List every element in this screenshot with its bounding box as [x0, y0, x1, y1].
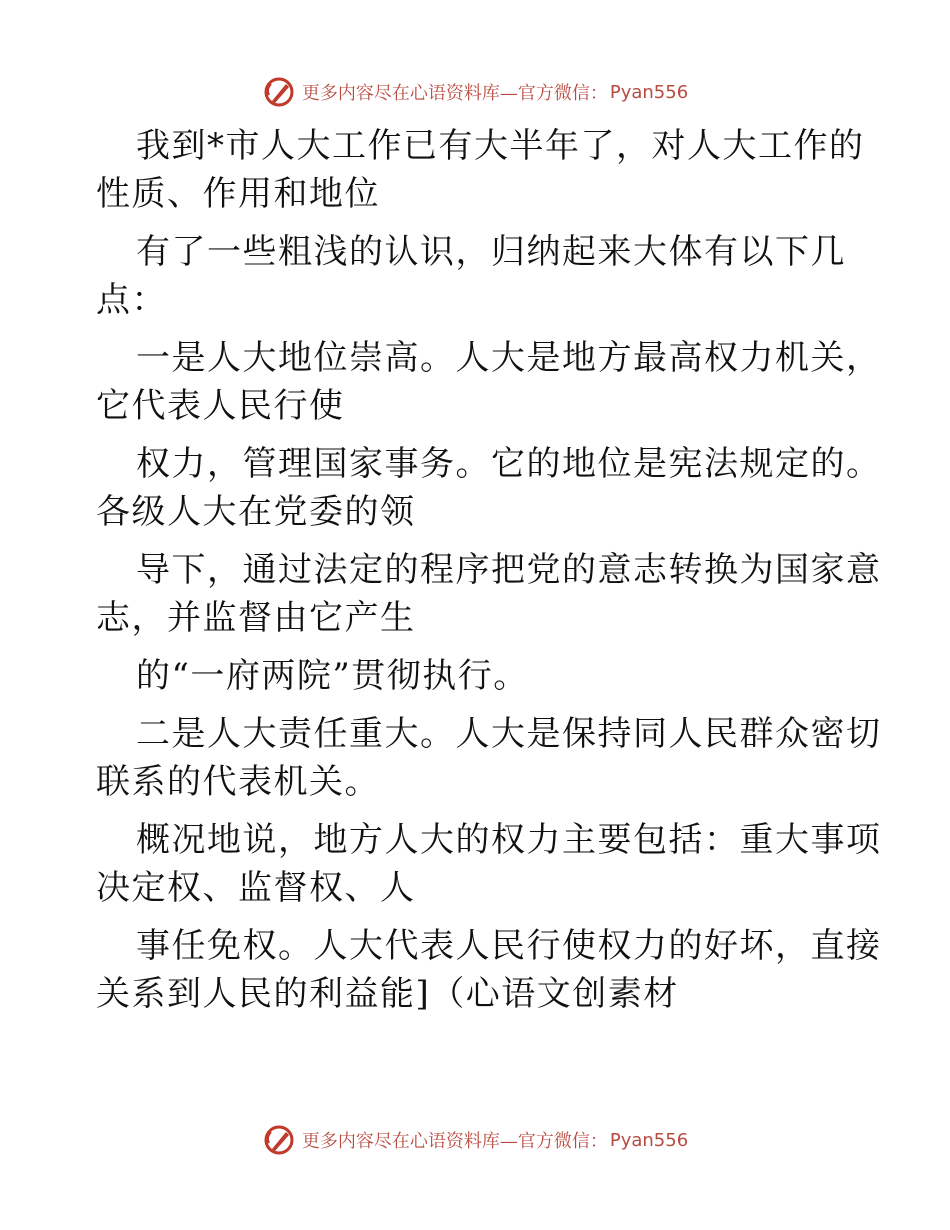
- text-line: 性质、作用和地位: [96, 174, 380, 214]
- document-body: [96, 122, 882, 1018]
- banner-text: 更多内容尽在心语资料库—官方微信：: [301, 83, 608, 104]
- text-line: 有了一些粗浅的认识，归纳起来大体有以下几: [136, 232, 846, 272]
- text-line: 概况地说，地方人大的权力主要包括：重大事项: [136, 820, 882, 860]
- text-line: 关系到人民的利益能]（心语文创素材: [96, 974, 679, 1014]
- text-line: 一是人大地位崇高。人大是地方最高权力机关，: [136, 338, 882, 378]
- wechat-id: Pyan556: [609, 1129, 689, 1151]
- text-line: 二是人大责任重大。人大是保持同人民群众密切: [136, 714, 882, 754]
- text-line: 各级人大在党委的领: [96, 492, 416, 532]
- text-line: 权力，管理国家事务。它的地位是宪法规定的。: [136, 444, 882, 484]
- text-line: 事任免权。人大代表人民行使权力的好坏，直接: [136, 926, 882, 966]
- text-line: 点：: [96, 280, 167, 320]
- text-line: 导下，通过法定的程序把党的意志转换为国家意: [136, 550, 882, 590]
- footer-banner: [0, 1120, 950, 1160]
- text-line: 我到*市人大工作已有大半年了，对人大工作的: [136, 126, 865, 166]
- pen-logo-icon: [262, 1123, 296, 1157]
- text-line: 决定权、监督权、人: [96, 868, 416, 908]
- text-line: 它代表人民行使: [96, 386, 345, 426]
- wechat-id: Pyan556: [609, 81, 689, 103]
- text-line: 联系的代表机关。: [96, 762, 380, 802]
- banner-text: 更多内容尽在心语资料库—官方微信：: [301, 1131, 608, 1152]
- header-banner: [0, 72, 950, 112]
- text-line: 的“一府两院”贯彻执行。: [136, 656, 529, 696]
- pen-logo-icon: [262, 75, 296, 109]
- text-line: 志，并监督由它产生: [96, 598, 416, 638]
